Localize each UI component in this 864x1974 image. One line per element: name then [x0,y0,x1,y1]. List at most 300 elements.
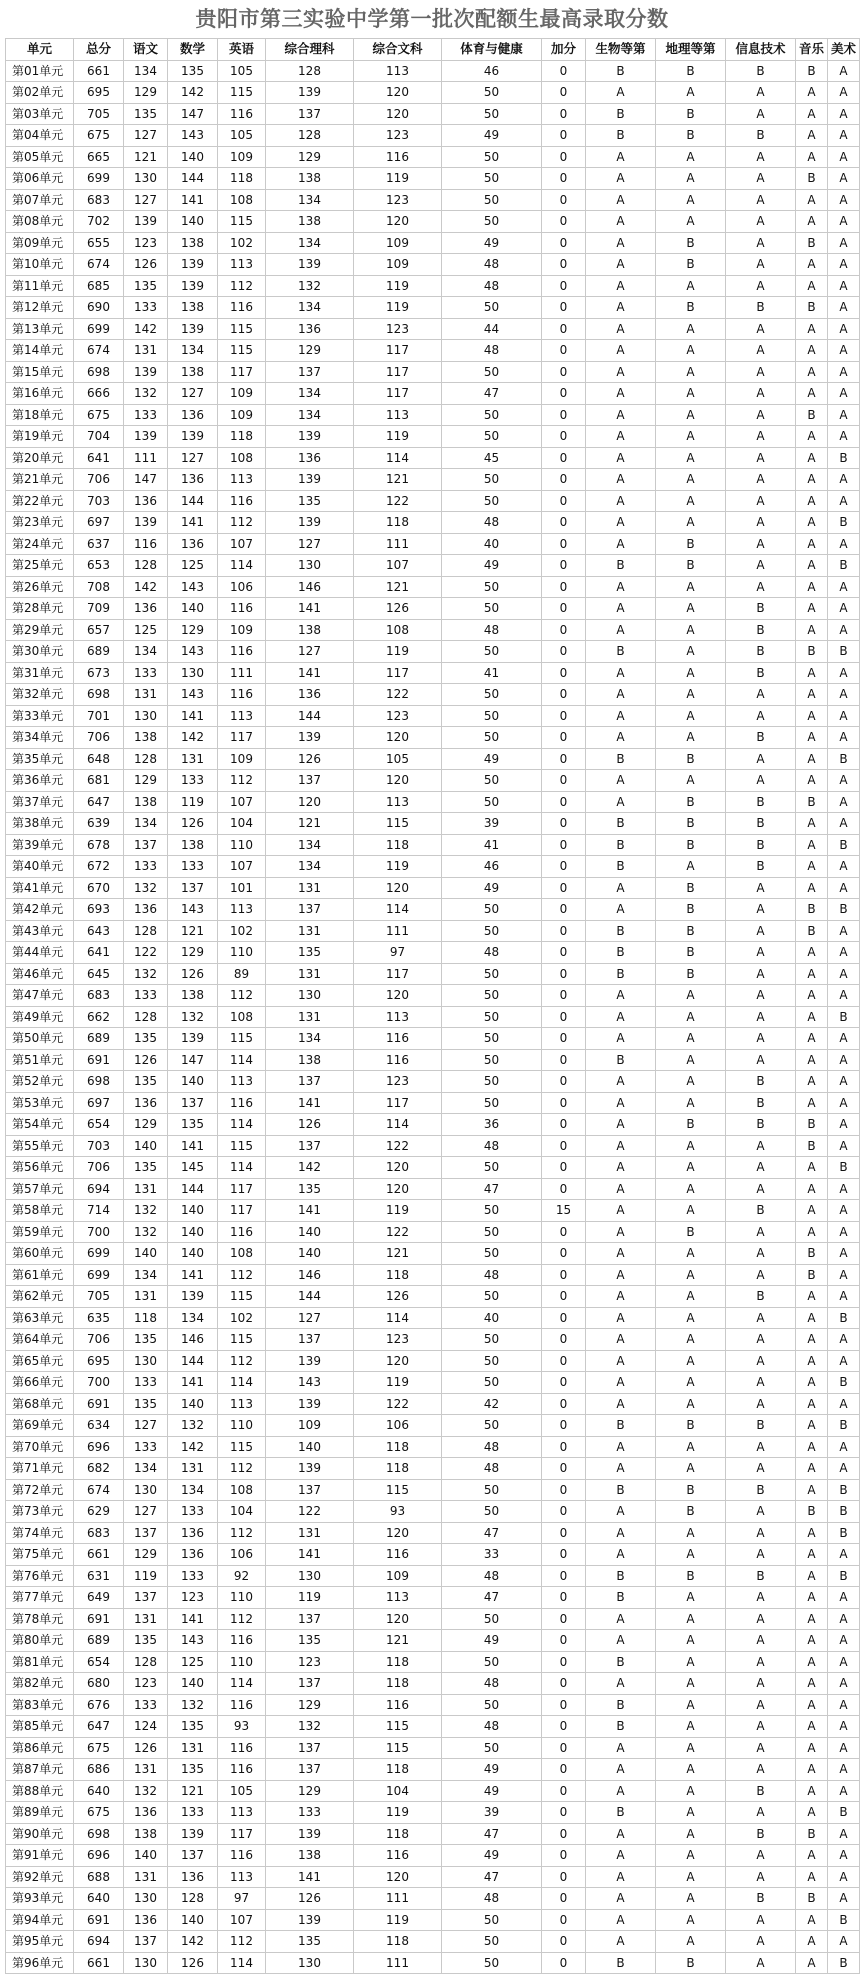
table-cell: 120 [354,727,442,749]
unit-cell: 第05单元 [6,146,74,168]
table-cell: A [726,1243,796,1265]
table-cell: A [796,1178,828,1200]
table-cell: 122 [354,684,442,706]
table-cell: B [726,791,796,813]
table-cell: 136 [124,1802,168,1824]
table-cell: A [586,598,656,620]
table-cell: 120 [354,1157,442,1179]
table-cell: 121 [168,1780,218,1802]
table-cell: 112 [218,1264,266,1286]
table-cell: 132 [168,1415,218,1437]
table-cell: 50 [442,598,542,620]
unit-cell: 第26单元 [6,576,74,598]
table-cell: 47 [442,1178,542,1200]
table-cell: A [656,383,726,405]
table-cell: A [796,469,828,491]
table-cell: A [586,168,656,190]
table-cell: 142 [124,576,168,598]
table-cell: 117 [354,1092,442,1114]
unit-cell: 第51单元 [6,1049,74,1071]
table-cell: A [726,1737,796,1759]
table-cell: 112 [218,1458,266,1480]
table-cell: 140 [168,146,218,168]
table-cell: 133 [168,1802,218,1824]
table-cell: 142 [168,82,218,104]
table-cell: 131 [266,1522,354,1544]
unit-cell: 第09单元 [6,232,74,254]
table-cell: 134 [266,834,354,856]
table-cell: 48 [442,254,542,276]
table-cell: 675 [74,404,124,426]
table-cell: 46 [442,60,542,82]
table-cell: A [586,1759,656,1781]
table-body [6,60,860,1974]
table-cell: A [726,1135,796,1157]
table-cell: 136 [168,1544,218,1566]
table-cell: A [656,1049,726,1071]
table-cell: A [828,576,860,598]
table-cell: 132 [168,1006,218,1028]
table-cell: A [726,963,796,985]
table-cell: 672 [74,856,124,878]
table-cell: 0 [542,297,586,319]
table-cell: 140 [124,1243,168,1265]
table-row [6,963,860,985]
unit-cell: 第49单元 [6,1006,74,1028]
table-cell: 130 [124,1479,168,1501]
table-cell: 134 [124,813,168,835]
table-cell: A [796,1286,828,1308]
table-cell: 49 [442,1845,542,1867]
table-row [6,1780,860,1802]
table-cell: 637 [74,533,124,555]
table-cell: A [796,103,828,125]
table-cell: 114 [218,555,266,577]
table-cell: A [726,426,796,448]
table-cell: 137 [266,1737,354,1759]
table-cell: 50 [442,469,542,491]
unit-cell: 第46单元 [6,963,74,985]
table-cell: 131 [266,963,354,985]
table-cell: 50 [442,1608,542,1630]
table-cell: 114 [218,1952,266,1974]
table-cell: 0 [542,1436,586,1458]
table-cell: 0 [542,1587,586,1609]
table-cell: A [828,168,860,190]
table-cell: A [656,1630,726,1652]
table-cell: 0 [542,1286,586,1308]
table-cell: 141 [266,1866,354,1888]
table-cell: A [828,275,860,297]
table-cell: 50 [442,1028,542,1050]
table-cell: A [828,361,860,383]
table-cell: A [796,705,828,727]
table-cell: 49 [442,125,542,147]
table-cell: 138 [266,619,354,641]
table-cell: B [828,1952,860,1974]
unit-cell: 第47单元 [6,985,74,1007]
table-cell: A [796,770,828,792]
table-cell: 140 [266,1221,354,1243]
table-row [6,1329,860,1351]
table-cell: 126 [124,1737,168,1759]
table-row [6,1823,860,1845]
table-cell: B [656,791,726,813]
table-cell: A [828,1114,860,1136]
table-cell: 714 [74,1200,124,1222]
table-cell: A [586,361,656,383]
table-row [6,1952,860,1974]
table-cell: 0 [542,942,586,964]
table-cell: A [796,942,828,964]
table-cell: 112 [218,1608,266,1630]
table-cell: A [586,1436,656,1458]
table-cell: 0 [542,1178,586,1200]
table-cell: B [796,1888,828,1910]
table-cell: 129 [124,82,168,104]
table-cell: A [828,1608,860,1630]
table-cell: 134 [266,189,354,211]
table-cell: B [656,232,726,254]
table-cell: A [828,1135,860,1157]
table-cell: 107 [218,1909,266,1931]
table-cell: A [828,1866,860,1888]
table-cell: 48 [442,1135,542,1157]
table-cell: 123 [354,1329,442,1351]
table-cell: 50 [442,1931,542,1953]
table-cell: 109 [218,619,266,641]
table-cell: B [828,834,860,856]
table-cell: A [828,1845,860,1867]
table-cell: 654 [74,1651,124,1673]
table-cell: A [656,1071,726,1093]
table-cell: A [796,254,828,276]
table-cell: 36 [442,1114,542,1136]
table-cell: 118 [218,426,266,448]
table-cell: 110 [218,942,266,964]
table-cell: A [586,1673,656,1695]
table-cell: 116 [354,146,442,168]
table-cell: B [796,1501,828,1523]
table-cell: A [586,1329,656,1351]
table-row [6,920,860,942]
table-cell: A [796,1608,828,1630]
table-row [6,383,860,405]
table-cell: 0 [542,60,586,82]
table-cell: 673 [74,662,124,684]
table-cell: A [828,1221,860,1243]
table-cell: A [796,146,828,168]
table-cell: 48 [442,512,542,534]
table-cell: A [656,512,726,534]
table-cell: 133 [124,1694,168,1716]
table-cell: B [586,60,656,82]
table-cell: 117 [354,662,442,684]
table-cell: 50 [442,1286,542,1308]
unit-cell: 第24单元 [6,533,74,555]
table-cell: A [656,1909,726,1931]
unit-cell: 第36单元 [6,770,74,792]
table-cell: A [726,211,796,233]
table-cell: 140 [266,1436,354,1458]
table-cell: B [586,1565,656,1587]
table-row [6,1716,860,1738]
table-cell: 116 [218,1845,266,1867]
unit-cell: 第06单元 [6,168,74,190]
table-cell: 50 [442,1479,542,1501]
table-cell: 641 [74,942,124,964]
table-cell: A [828,82,860,104]
unit-cell: 第81单元 [6,1651,74,1673]
table-cell: 0 [542,361,586,383]
table-cell: 140 [168,1909,218,1931]
table-row [6,985,860,1007]
table-cell: 117 [354,963,442,985]
table-cell: A [656,1759,726,1781]
table-row [6,1264,860,1286]
table-cell: B [828,748,860,770]
table-cell: 0 [542,254,586,276]
table-cell: 139 [266,1823,354,1845]
table-cell: B [656,748,726,770]
table-cell: 0 [542,1909,586,1931]
table-cell: 0 [542,1157,586,1179]
table-cell: 0 [542,340,586,362]
table-cell: B [586,555,656,577]
table-cell: A [828,856,860,878]
table-cell: 120 [354,877,442,899]
table-cell: 114 [354,1307,442,1329]
table-row [6,404,860,426]
table-cell: 113 [218,1071,266,1093]
table-cell: 696 [74,1436,124,1458]
table-cell: 135 [124,1393,168,1415]
table-cell: A [586,1135,656,1157]
table-row [6,1608,860,1630]
table-cell: A [828,1458,860,1480]
table-cell: 119 [354,1802,442,1824]
table-cell: 109 [218,146,266,168]
unit-cell: 第19单元 [6,426,74,448]
table-cell: 114 [218,1157,266,1179]
table-cell: A [796,1350,828,1372]
table-cell: 143 [168,684,218,706]
table-cell: B [796,168,828,190]
unit-cell: 第25单元 [6,555,74,577]
table-cell: A [796,1329,828,1351]
table-cell: A [656,318,726,340]
table-row [6,1694,860,1716]
table-cell: 48 [442,340,542,362]
table-cell: A [828,426,860,448]
table-cell: 693 [74,899,124,921]
table-cell: A [828,125,860,147]
table-cell: 49 [442,1780,542,1802]
table-cell: 134 [266,297,354,319]
table-cell: A [726,1028,796,1050]
table-cell: A [586,1823,656,1845]
table-cell: B [656,1221,726,1243]
table-cell: A [796,275,828,297]
column-header: 语文 [124,39,168,61]
table-cell: 109 [354,1565,442,1587]
table-cell: 121 [168,920,218,942]
table-cell: B [586,1587,656,1609]
table-cell: A [586,297,656,319]
table-cell: A [656,82,726,104]
table-cell: B [828,1307,860,1329]
table-cell: 629 [74,1501,124,1523]
table-cell: A [656,1737,726,1759]
table-cell: 118 [354,834,442,856]
table-cell: 47 [442,1587,542,1609]
table-cell: 706 [74,1157,124,1179]
table-cell: B [726,1092,796,1114]
table-cell: A [796,1479,828,1501]
table-cell: A [726,684,796,706]
table-cell: 708 [74,576,124,598]
table-cell: 694 [74,1931,124,1953]
table-cell: 131 [266,877,354,899]
unit-cell: 第63单元 [6,1307,74,1329]
table-cell: 653 [74,555,124,577]
unit-cell: 第54单元 [6,1114,74,1136]
table-row [6,1845,860,1867]
column-header: 美术 [828,39,860,61]
unit-cell: 第95单元 [6,1931,74,1953]
table-cell: 126 [266,748,354,770]
table-cell: A [828,211,860,233]
table-row [6,60,860,82]
table-cell: 112 [218,1350,266,1372]
table-cell: B [828,1565,860,1587]
table-cell: 118 [354,1436,442,1458]
table-cell: A [586,1630,656,1652]
table-cell: A [656,1243,726,1265]
table-cell: 116 [124,533,168,555]
table-cell: 0 [542,1823,586,1845]
table-cell: 700 [74,1221,124,1243]
unit-cell: 第70单元 [6,1436,74,1458]
table-cell: 132 [124,877,168,899]
unit-cell: 第43单元 [6,920,74,942]
table-cell: 0 [542,576,586,598]
unit-cell: 第14单元 [6,340,74,362]
table-cell: B [828,641,860,663]
unit-cell: 第21单元 [6,469,74,491]
table-cell: 106 [218,576,266,598]
table-cell: 139 [168,254,218,276]
table-cell: A [726,1651,796,1673]
table-cell: B [656,834,726,856]
table-cell: 635 [74,1307,124,1329]
table-cell: 136 [168,469,218,491]
table-cell: A [586,318,656,340]
table-cell: 130 [168,662,218,684]
table-cell: B [586,103,656,125]
table-cell: A [828,684,860,706]
table-cell: B [828,1479,860,1501]
table-cell: 132 [266,1716,354,1738]
table-cell: 120 [266,791,354,813]
table-cell: B [796,1114,828,1136]
table-cell: A [796,598,828,620]
table-cell: 116 [354,1694,442,1716]
table-row [6,748,860,770]
table-row [6,1866,860,1888]
table-cell: 129 [168,942,218,964]
table-cell: 141 [168,1608,218,1630]
table-cell: 139 [168,1823,218,1845]
table-cell: A [828,189,860,211]
table-cell: A [586,619,656,641]
table-row [6,1802,860,1824]
table-cell: 126 [354,1286,442,1308]
table-cell: 137 [168,1845,218,1867]
table-row [6,211,860,233]
header-row [6,39,860,61]
table-cell: 0 [542,899,586,921]
table-cell: 136 [124,1092,168,1114]
table-cell: 139 [266,1393,354,1415]
table-row [6,1028,860,1050]
table-cell: 119 [354,168,442,190]
table-cell: 0 [542,125,586,147]
table-cell: A [726,1802,796,1824]
table-cell: 128 [124,748,168,770]
table-row [6,1522,860,1544]
table-cell: 0 [542,963,586,985]
table-cell: 120 [354,1608,442,1630]
table-cell: 115 [218,211,266,233]
table-cell: 131 [168,1458,218,1480]
table-cell: 49 [442,555,542,577]
table-cell: 0 [542,1608,586,1630]
table-cell: 0 [542,834,586,856]
table-cell: 124 [124,1716,168,1738]
unit-cell: 第33单元 [6,705,74,727]
table-cell: B [586,1479,656,1501]
table-cell: 140 [124,1135,168,1157]
table-row [6,1114,860,1136]
table-cell: A [828,469,860,491]
table-cell: A [586,1350,656,1372]
table-cell: 139 [124,426,168,448]
table-cell: A [586,1372,656,1394]
unit-cell: 第65单元 [6,1350,74,1372]
table-cell: 105 [354,748,442,770]
table-cell: 111 [218,662,266,684]
table-cell: 698 [74,1071,124,1093]
table-cell: 127 [168,447,218,469]
table-cell: 131 [124,1286,168,1308]
column-header: 加分 [542,39,586,61]
table-row [6,426,860,448]
table-cell: 0 [542,1221,586,1243]
table-row [6,727,860,749]
table-cell: 0 [542,211,586,233]
table-cell: 121 [354,1243,442,1265]
table-row [6,1630,860,1652]
unit-cell: 第44单元 [6,942,74,964]
table-cell: 137 [266,361,354,383]
table-cell: 120 [354,1522,442,1544]
table-cell: A [828,1049,860,1071]
table-cell: A [586,426,656,448]
table-row [6,662,860,684]
table-cell: 130 [124,168,168,190]
table-cell: A [828,1716,860,1738]
